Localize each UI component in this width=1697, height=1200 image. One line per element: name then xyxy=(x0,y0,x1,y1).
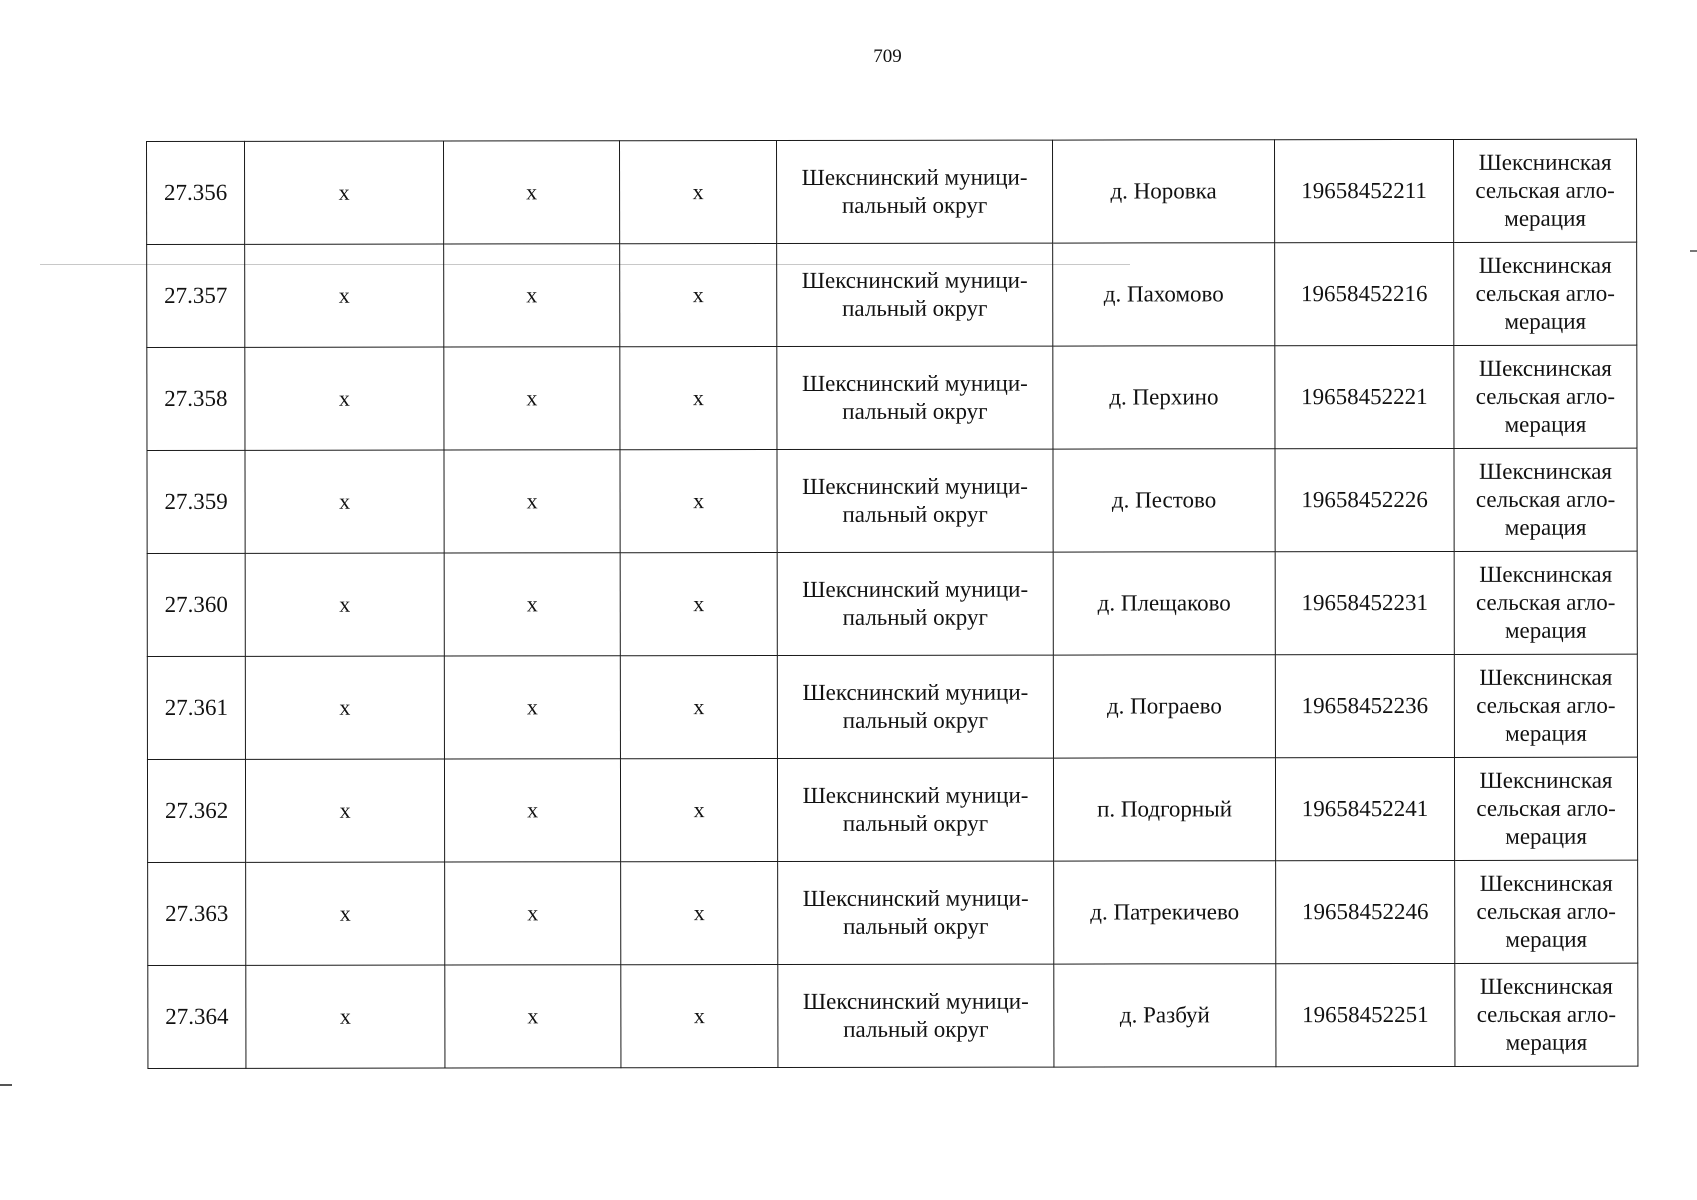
code-cell: 19658452226 xyxy=(1275,448,1454,551)
code-cell: 19658452211 xyxy=(1274,139,1453,242)
agglomeration-cell: Шекснинская сельская агло- мерация xyxy=(1455,963,1638,1066)
column-2-cell: x xyxy=(245,450,444,553)
scan-artifact-edge-right xyxy=(1690,250,1697,252)
column-2-cell: x xyxy=(245,244,444,347)
table-row xyxy=(148,963,1638,1068)
settlement-cell: д. Пахомово xyxy=(1053,243,1275,346)
column-2-cell: x xyxy=(245,553,444,656)
scan-artifact-edge-left xyxy=(0,1084,12,1086)
settlement-cell: д. Патрекичево xyxy=(1054,861,1276,964)
code-cell: 19658452241 xyxy=(1275,757,1454,860)
district-cell: Шекснинский муници- пальный округ xyxy=(778,861,1054,964)
code-cell: 19658452246 xyxy=(1276,860,1455,963)
row-number-cell: 27.361 xyxy=(147,656,245,759)
code-cell: 19658452221 xyxy=(1275,345,1454,448)
row-number-cell: 27.362 xyxy=(147,759,245,862)
agglomeration-cell: Шекснинская сельская агло- мерация xyxy=(1453,139,1636,242)
settlements-table xyxy=(146,139,1638,1069)
settlement-cell: д. Пограево xyxy=(1053,655,1275,758)
column-4-cell: x xyxy=(620,244,777,347)
column-3-cell: x xyxy=(444,656,620,759)
column-4-cell: x xyxy=(620,656,777,759)
row-number-cell: 27.364 xyxy=(148,965,246,1068)
column-3-cell: x xyxy=(444,759,620,862)
column-3-cell: x xyxy=(444,244,620,347)
column-3-cell: x xyxy=(445,965,621,1068)
district-cell: Шекснинский муници- пальный округ xyxy=(777,552,1053,655)
table-row xyxy=(147,345,1637,450)
row-number-cell: 27.360 xyxy=(147,553,245,656)
column-2-cell: x xyxy=(246,862,445,965)
row-number-cell: 27.358 xyxy=(147,347,245,450)
settlement-cell: д. Разбуй xyxy=(1054,964,1276,1067)
settlement-cell: п. Подгорный xyxy=(1053,758,1275,861)
column-3-cell: x xyxy=(444,553,620,656)
column-2-cell: x xyxy=(245,141,444,244)
page-number: 709 xyxy=(873,46,902,67)
agglomeration-cell: Шекснинская сельская агло- мерация xyxy=(1454,654,1637,757)
table-row xyxy=(147,139,1637,244)
settlement-cell: д. Перхино xyxy=(1053,346,1275,449)
district-cell: Шекснинский муници- пальный округ xyxy=(777,758,1053,861)
column-3-cell: x xyxy=(444,450,620,553)
agglomeration-cell: Шекснинская сельская агло- мерация xyxy=(1454,242,1637,345)
settlement-cell: д. Пестово xyxy=(1053,449,1275,552)
table-row xyxy=(147,448,1637,553)
district-cell: Шекснинский муници- пальный округ xyxy=(777,449,1053,552)
table-row xyxy=(147,551,1637,656)
row-number-cell: 27.363 xyxy=(148,862,246,965)
code-cell: 19658452216 xyxy=(1275,242,1454,345)
district-cell: Шекснинский муници- пальный округ xyxy=(777,243,1053,346)
district-cell: Шекснинский муници- пальный округ xyxy=(778,964,1054,1067)
agglomeration-cell: Шекснинская сельская агло- мерация xyxy=(1454,551,1637,654)
column-2-cell: x xyxy=(245,656,444,759)
agglomeration-cell: Шекснинская сельская агло- мерация xyxy=(1455,860,1638,963)
column-4-cell: x xyxy=(621,862,778,965)
code-cell: 19658452251 xyxy=(1276,963,1455,1066)
column-4-cell: x xyxy=(620,450,777,553)
table-row xyxy=(147,654,1637,759)
agglomeration-cell: Шекснинская сельская агло- мерация xyxy=(1454,757,1637,860)
agglomeration-cell: Шекснинская сельская агло- мерация xyxy=(1454,448,1637,551)
column-3-cell: x xyxy=(445,862,621,965)
column-4-cell: x xyxy=(620,347,777,450)
column-2-cell: x xyxy=(245,347,444,450)
column-4-cell: x xyxy=(621,965,778,1068)
column-3-cell: x xyxy=(444,347,620,450)
code-cell: 19658452231 xyxy=(1275,551,1454,654)
district-cell: Шекснинский муници- пальный округ xyxy=(777,346,1053,449)
column-4-cell: x xyxy=(620,553,777,656)
agglomeration-cell: Шекснинская сельская агло- мерация xyxy=(1454,345,1637,448)
column-3-cell: x xyxy=(444,141,620,244)
row-number-cell: 27.357 xyxy=(147,244,245,347)
district-cell: Шекснинский муници- пальный округ xyxy=(777,140,1053,243)
district-cell: Шекснинский муници- пальный округ xyxy=(777,655,1053,758)
column-2-cell: x xyxy=(246,965,445,1068)
table-row xyxy=(147,757,1637,862)
table-body xyxy=(147,139,1638,1068)
table-row xyxy=(147,242,1637,347)
row-number-cell: 27.359 xyxy=(147,450,245,553)
column-2-cell: x xyxy=(245,759,444,862)
column-4-cell: x xyxy=(620,141,777,244)
row-number-cell: 27.356 xyxy=(147,141,245,244)
table-row xyxy=(148,860,1638,965)
column-4-cell: x xyxy=(620,759,777,862)
settlement-cell: д. Плещаково xyxy=(1053,552,1275,655)
settlement-cell: д. Норовка xyxy=(1052,140,1274,243)
code-cell: 19658452236 xyxy=(1275,654,1454,757)
